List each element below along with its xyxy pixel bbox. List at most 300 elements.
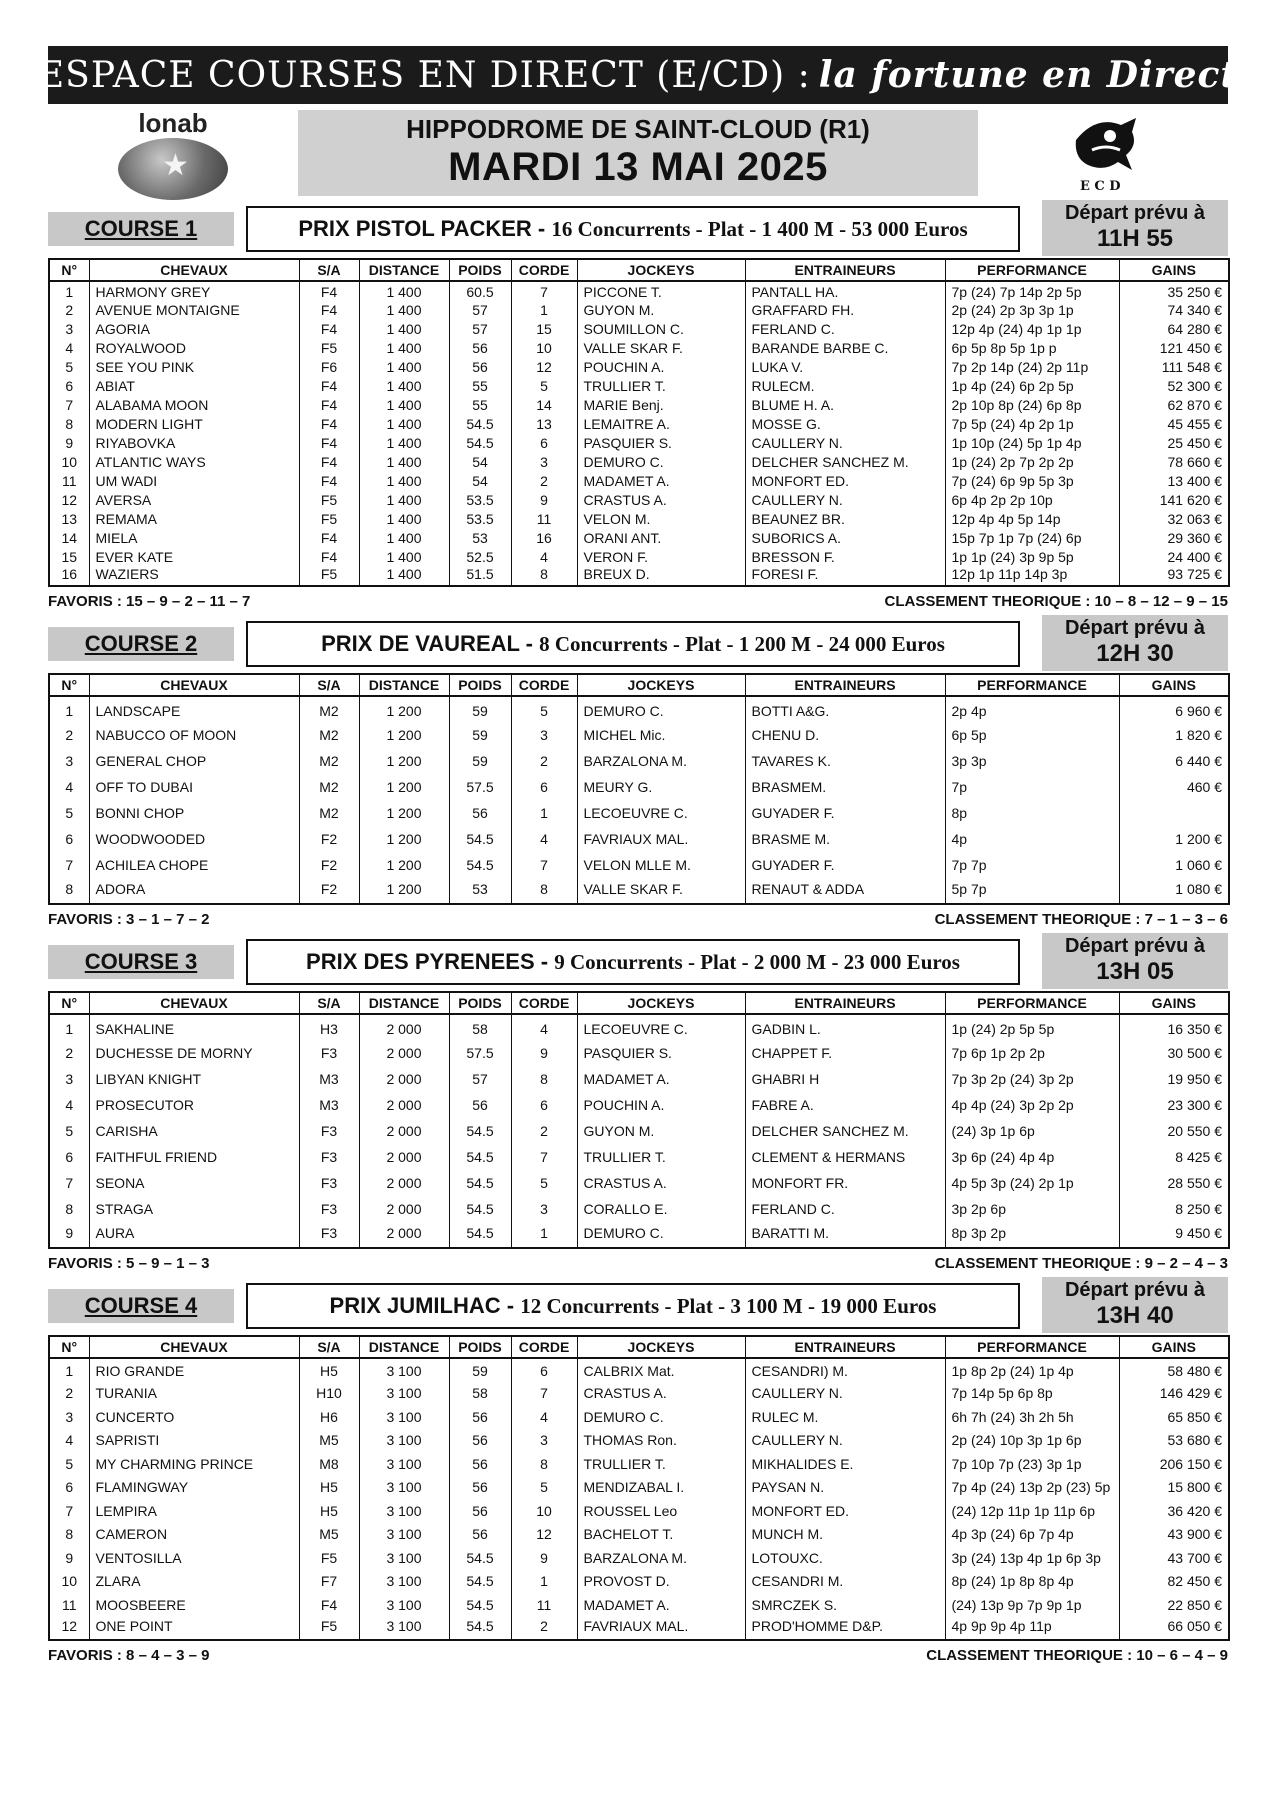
cell-num: 9 <box>49 433 89 452</box>
prix-name: PRIX DE VAUREAL - <box>321 631 540 656</box>
cell-trainer: BRASMEM. <box>745 774 945 800</box>
cell-weight: 55 <box>449 376 511 395</box>
cell-weight: 54.5 <box>449 1170 511 1196</box>
cell-performance: 7p 5p (24) 4p 2p 1p <box>945 414 1119 433</box>
races-container <box>48 200 1228 1669</box>
cell-trainer: PROD'HOMME D&P. <box>745 1617 945 1641</box>
cell-age-sex: F5 <box>299 509 359 528</box>
cell-distance: 1 200 <box>359 852 449 878</box>
cell-performance: 2p (24) 10p 3p 1p 6p <box>945 1429 1119 1453</box>
cell-earnings: 460 € <box>1119 774 1229 800</box>
venue-title: HIPPODROME DE SAINT-CLOUD (R1) <box>406 114 870 144</box>
cell-jockey: BARZALONA M. <box>577 748 745 774</box>
table-row <box>49 1092 1229 1118</box>
cell-draw: 11 <box>511 1593 577 1617</box>
cell-earnings: 29 360 € <box>1119 528 1229 547</box>
cell-jockey: BREUX D. <box>577 566 745 586</box>
cell-horse: AGORIA <box>89 319 299 338</box>
cell-jockey: GUYON M. <box>577 1118 745 1144</box>
cell-trainer: PANTALL HA. <box>745 281 945 300</box>
cell-num: 4 <box>49 1429 89 1453</box>
cell-horse: STRAGA <box>89 1196 299 1222</box>
cell-performance: 8p (24) 1p 8p 8p 4p <box>945 1570 1119 1594</box>
cell-num: 11 <box>49 471 89 490</box>
cell-distance: 3 100 <box>359 1617 449 1641</box>
cell-age-sex: F5 <box>299 1546 359 1570</box>
cell-weight: 56 <box>449 800 511 826</box>
column-header-weight: POIDS <box>449 1336 511 1358</box>
cell-distance: 3 100 <box>359 1405 449 1429</box>
cell-distance: 1 400 <box>359 490 449 509</box>
cell-earnings: 36 420 € <box>1119 1499 1229 1523</box>
cell-trainer: MONFORT ED. <box>745 471 945 490</box>
column-header-horse: CHEVAUX <box>89 1336 299 1358</box>
cell-earnings: 45 455 € <box>1119 414 1229 433</box>
cell-trainer: RULEC M. <box>745 1405 945 1429</box>
cell-trainer: BARATTI M. <box>745 1222 945 1248</box>
cell-weight: 54.5 <box>449 1196 511 1222</box>
course-label: COURSE 2 <box>48 627 234 661</box>
cell-performance: 8p <box>945 800 1119 826</box>
table-row <box>49 1014 1229 1040</box>
race-header <box>48 200 1228 258</box>
cell-jockey: VELON M. <box>577 509 745 528</box>
cell-age-sex: F5 <box>299 490 359 509</box>
column-header-distance: DISTANCE <box>359 259 449 281</box>
cell-draw: 2 <box>511 471 577 490</box>
cell-performance: 2p 10p 8p (24) 6p 8p <box>945 395 1119 414</box>
table-header-row <box>49 1336 1229 1358</box>
table-row <box>49 1222 1229 1248</box>
cell-performance: 7p (24) 7p 14p 2p 5p <box>945 281 1119 300</box>
cell-distance: 1 400 <box>359 471 449 490</box>
depart-time: 12H 30 <box>1096 640 1174 667</box>
cell-age-sex: M5 <box>299 1429 359 1453</box>
column-header-horse: CHEVAUX <box>89 674 299 696</box>
cell-horse: ADORA <box>89 878 299 904</box>
cell-draw: 6 <box>511 774 577 800</box>
cell-jockey: BACHELOT T. <box>577 1523 745 1547</box>
race-header <box>48 1277 1228 1335</box>
depart-label: Départ prévu à <box>1064 202 1206 224</box>
cell-horse: CARISHA <box>89 1118 299 1144</box>
cell-earnings: 25 450 € <box>1119 433 1229 452</box>
cell-earnings: 141 620 € <box>1119 490 1229 509</box>
cell-draw: 4 <box>511 547 577 566</box>
column-header-jockey: JOCKEYS <box>577 259 745 281</box>
cell-age-sex: M3 <box>299 1066 359 1092</box>
cell-weight: 56 <box>449 1523 511 1547</box>
cell-earnings: 1 060 € <box>1119 852 1229 878</box>
cell-num: 8 <box>49 1196 89 1222</box>
cell-draw: 9 <box>511 1546 577 1570</box>
cell-horse: UM WADI <box>89 471 299 490</box>
cell-trainer: FERLAND C. <box>745 1196 945 1222</box>
cell-earnings: 16 350 € <box>1119 1014 1229 1040</box>
depart-label: Départ prévu à <box>1064 1279 1206 1301</box>
column-header-earnings: GAINS <box>1119 1336 1229 1358</box>
venue-box <box>298 110 978 196</box>
table-row <box>49 826 1229 852</box>
cell-weight: 57 <box>449 319 511 338</box>
cell-jockey: PROVOST D. <box>577 1570 745 1594</box>
cell-jockey: LECOEUVRE C. <box>577 800 745 826</box>
cell-distance: 1 200 <box>359 826 449 852</box>
cell-age-sex: M2 <box>299 696 359 722</box>
cell-age-sex: F3 <box>299 1118 359 1144</box>
cell-draw: 1 <box>511 800 577 826</box>
column-header-weight: POIDS <box>449 259 511 281</box>
cell-horse: AVERSA <box>89 490 299 509</box>
column-header-trainer: ENTRAINEURS <box>745 259 945 281</box>
cell-age-sex: H5 <box>299 1499 359 1523</box>
cell-performance: 4p 4p (24) 3p 2p 2p <box>945 1092 1119 1118</box>
depart-time: 13H 40 <box>1096 1302 1174 1329</box>
table-row <box>49 1144 1229 1170</box>
cell-num: 3 <box>49 319 89 338</box>
column-header-draw: CORDE <box>511 1336 577 1358</box>
cell-horse: SEE YOU PINK <box>89 357 299 376</box>
cell-draw: 3 <box>511 722 577 748</box>
cell-draw: 7 <box>511 281 577 300</box>
table-row <box>49 528 1229 547</box>
cell-jockey: TRULLIER T. <box>577 376 745 395</box>
cell-jockey: DEMURO C. <box>577 452 745 471</box>
cell-num: 4 <box>49 1092 89 1118</box>
cell-jockey: THOMAS Ron. <box>577 1429 745 1453</box>
cell-age-sex: F6 <box>299 357 359 376</box>
cell-performance: 6p 4p 2p 2p 10p <box>945 490 1119 509</box>
depart-label: Départ prévu à <box>1064 617 1206 639</box>
cell-weight: 54.5 <box>449 433 511 452</box>
cell-trainer: MUNCH M. <box>745 1523 945 1547</box>
cell-horse: SEONA <box>89 1170 299 1196</box>
cell-trainer: CAULLERY N. <box>745 490 945 509</box>
prix-details: 16 Concurrents - Plat - 1 400 M - 53 000 Euros <box>551 217 968 241</box>
column-header-trainer: ENTRAINEURS <box>745 1336 945 1358</box>
banner <box>37 46 1239 104</box>
cell-distance: 3 100 <box>359 1570 449 1594</box>
cell-draw: 12 <box>511 1523 577 1547</box>
cell-num: 14 <box>49 528 89 547</box>
cell-trainer: CAULLERY N. <box>745 1382 945 1406</box>
cell-distance: 1 400 <box>359 376 449 395</box>
cell-horse: PROSECUTOR <box>89 1092 299 1118</box>
cell-draw: 5 <box>511 1170 577 1196</box>
cell-num: 7 <box>49 1499 89 1523</box>
cell-num: 5 <box>49 1452 89 1476</box>
cell-jockey: GUYON M. <box>577 300 745 319</box>
cell-draw: 3 <box>511 1429 577 1453</box>
table-row <box>49 1499 1229 1523</box>
cell-jockey: PASQUIER S. <box>577 433 745 452</box>
ecd-jockey-logo <box>1066 110 1146 196</box>
cell-num: 6 <box>49 826 89 852</box>
favoris: FAVORIS : 8 – 4 – 3 – 9 <box>48 1647 210 1664</box>
table-row <box>49 1170 1229 1196</box>
cell-earnings: 15 800 € <box>1119 1476 1229 1500</box>
column-header-earnings: GAINS <box>1119 674 1229 696</box>
classement-theorique: CLASSEMENT THEORIQUE : 10 – 8 – 12 – 9 – 15 <box>884 593 1228 610</box>
cell-performance: 7p 3p 2p (24) 3p 2p <box>945 1066 1119 1092</box>
cell-performance: 7p 7p <box>945 852 1119 878</box>
column-header-performance: PERFORMANCE <box>945 1336 1119 1358</box>
cell-jockey: FAVRIAUX MAL. <box>577 826 745 852</box>
cell-weight: 59 <box>449 748 511 774</box>
table-row <box>49 878 1229 904</box>
cell-weight: 58 <box>449 1014 511 1040</box>
cell-trainer: CESANDRI) M. <box>745 1358 945 1382</box>
cell-trainer: MOSSE G. <box>745 414 945 433</box>
cell-trainer: LUKA V. <box>745 357 945 376</box>
cell-trainer: BEAUNEZ BR. <box>745 509 945 528</box>
cell-trainer: SMRCZEK S. <box>745 1593 945 1617</box>
column-header-weight: POIDS <box>449 992 511 1014</box>
cell-horse: ACHILEA CHOPE <box>89 852 299 878</box>
table-row <box>49 1382 1229 1406</box>
cell-age-sex: F5 <box>299 566 359 586</box>
cell-performance: 1p 1p (24) 3p 9p 5p <box>945 547 1119 566</box>
favoris: FAVORIS : 5 – 9 – 1 – 3 <box>48 1255 210 1272</box>
table-row <box>49 748 1229 774</box>
table-row <box>49 800 1229 826</box>
cell-earnings: 30 500 € <box>1119 1040 1229 1066</box>
classement-theorique: CLASSEMENT THEORIQUE : 7 – 1 – 3 – 6 <box>934 911 1228 928</box>
cell-trainer: BOTTI A&G. <box>745 696 945 722</box>
cell-trainer: RENAUT & ADDA <box>745 878 945 904</box>
lonab-logo <box>118 108 228 202</box>
cell-earnings: 64 280 € <box>1119 319 1229 338</box>
cell-performance: 5p 7p <box>945 878 1119 904</box>
cell-num: 9 <box>49 1222 89 1248</box>
table-row <box>49 433 1229 452</box>
table-row <box>49 471 1229 490</box>
cell-trainer: FABRE A. <box>745 1092 945 1118</box>
cell-performance: 12p 4p 4p 5p 14p <box>945 509 1119 528</box>
cell-age-sex: F4 <box>299 471 359 490</box>
cell-earnings: 43 700 € <box>1119 1546 1229 1570</box>
cell-horse: RIO GRANDE <box>89 1358 299 1382</box>
cell-age-sex: F3 <box>299 1196 359 1222</box>
column-header-trainer: ENTRAINEURS <box>745 674 945 696</box>
cell-weight: 53.5 <box>449 490 511 509</box>
cell-age-sex: F4 <box>299 1593 359 1617</box>
cell-earnings: 9 450 € <box>1119 1222 1229 1248</box>
cell-num: 5 <box>49 1118 89 1144</box>
cell-horse: MOOSBEERE <box>89 1593 299 1617</box>
prix-name: PRIX DES PYRENEES - <box>306 949 555 974</box>
cell-draw: 1 <box>511 1222 577 1248</box>
cell-horse: LIBYAN KNIGHT <box>89 1066 299 1092</box>
column-header-distance: DISTANCE <box>359 1336 449 1358</box>
cell-draw: 9 <box>511 1040 577 1066</box>
cell-distance: 2 000 <box>359 1092 449 1118</box>
cell-weight: 56 <box>449 1429 511 1453</box>
table-row <box>49 1358 1229 1382</box>
column-header-horse: CHEVAUX <box>89 992 299 1014</box>
cell-distance: 2 000 <box>359 1066 449 1092</box>
cell-draw: 5 <box>511 696 577 722</box>
cell-num: 6 <box>49 376 89 395</box>
cell-age-sex: F4 <box>299 414 359 433</box>
cell-jockey: MICHEL Mic. <box>577 722 745 748</box>
column-header-num: N° <box>49 674 89 696</box>
cell-trainer: GUYADER F. <box>745 800 945 826</box>
table-row <box>49 414 1229 433</box>
cell-trainer: SUBORICS A. <box>745 528 945 547</box>
cell-jockey: MEURY G. <box>577 774 745 800</box>
cell-jockey: VALLE SKAR F. <box>577 338 745 357</box>
cell-earnings: 43 900 € <box>1119 1523 1229 1547</box>
cell-distance: 1 400 <box>359 452 449 471</box>
column-header-age-sex: S/A <box>299 259 359 281</box>
cell-earnings: 78 660 € <box>1119 452 1229 471</box>
cell-draw: 8 <box>511 1452 577 1476</box>
course-label: COURSE 1 <box>48 212 234 246</box>
cell-earnings: 121 450 € <box>1119 338 1229 357</box>
cell-distance: 1 200 <box>359 722 449 748</box>
cell-earnings: 206 150 € <box>1119 1452 1229 1476</box>
column-header-weight: POIDS <box>449 674 511 696</box>
cell-horse: MIELA <box>89 528 299 547</box>
cell-weight: 56 <box>449 1452 511 1476</box>
depart-box <box>1042 615 1228 671</box>
ecd-logo-text: E C D <box>1080 179 1121 194</box>
cell-distance: 1 400 <box>359 357 449 376</box>
cell-horse: ROYALWOOD <box>89 338 299 357</box>
cell-trainer: GUYADER F. <box>745 852 945 878</box>
table-row <box>49 696 1229 722</box>
cell-draw: 13 <box>511 414 577 433</box>
favoris: FAVORIS : 3 – 1 – 7 – 2 <box>48 911 210 928</box>
column-header-performance: PERFORMANCE <box>945 259 1119 281</box>
cell-horse: NABUCCO OF MOON <box>89 722 299 748</box>
cell-horse: ZLARA <box>89 1570 299 1594</box>
cell-draw: 2 <box>511 1118 577 1144</box>
column-header-earnings: GAINS <box>1119 259 1229 281</box>
cell-jockey: LECOEUVRE C. <box>577 1014 745 1040</box>
cell-trainer: TAVARES K. <box>745 748 945 774</box>
cell-performance: 4p 3p (24) 6p 7p 4p <box>945 1523 1119 1547</box>
table-row <box>49 852 1229 878</box>
depart-time: 13H 05 <box>1096 958 1174 985</box>
course-label: COURSE 4 <box>48 1289 234 1323</box>
cell-jockey: LEMAITRE A. <box>577 414 745 433</box>
table-row <box>49 1066 1229 1092</box>
cell-weight: 55 <box>449 395 511 414</box>
cell-jockey: MADAMET A. <box>577 1066 745 1092</box>
table-row <box>49 300 1229 319</box>
cell-draw: 1 <box>511 300 577 319</box>
cell-jockey: POUCHIN A. <box>577 357 745 376</box>
cell-num: 5 <box>49 357 89 376</box>
cell-performance: 4p 9p 9p 4p 11p <box>945 1617 1119 1641</box>
cell-age-sex: F4 <box>299 528 359 547</box>
cell-num: 1 <box>49 1358 89 1382</box>
cell-num: 6 <box>49 1144 89 1170</box>
cell-age-sex: F4 <box>299 376 359 395</box>
cell-earnings: 111 548 € <box>1119 357 1229 376</box>
cell-horse: MODERN LIGHT <box>89 414 299 433</box>
cell-weight: 56 <box>449 1405 511 1429</box>
cell-num: 8 <box>49 414 89 433</box>
cell-performance: 4p 5p 3p (24) 2p 1p <box>945 1170 1119 1196</box>
race-section <box>48 933 1228 1277</box>
cell-draw: 3 <box>511 452 577 471</box>
table-row <box>49 357 1229 376</box>
cell-age-sex: M2 <box>299 800 359 826</box>
depart-box <box>1042 1277 1228 1333</box>
table-row <box>49 722 1229 748</box>
cell-weight: 59 <box>449 696 511 722</box>
cell-distance: 1 200 <box>359 774 449 800</box>
cell-num: 15 <box>49 547 89 566</box>
cell-weight: 56 <box>449 1476 511 1500</box>
cell-draw: 6 <box>511 1092 577 1118</box>
cell-age-sex: F5 <box>299 1617 359 1641</box>
lonab-logo-text: lonab <box>138 108 208 138</box>
cell-distance: 1 400 <box>359 547 449 566</box>
cell-age-sex: F4 <box>299 547 359 566</box>
cell-draw: 8 <box>511 878 577 904</box>
cell-jockey: CRASTUS A. <box>577 1170 745 1196</box>
cell-weight: 54.5 <box>449 852 511 878</box>
cell-num: 5 <box>49 800 89 826</box>
table-row <box>49 1570 1229 1594</box>
cell-draw: 9 <box>511 490 577 509</box>
cell-horse: OFF TO DUBAI <box>89 774 299 800</box>
cell-weight: 54 <box>449 471 511 490</box>
cell-draw: 5 <box>511 1476 577 1500</box>
cell-earnings <box>1119 800 1229 826</box>
cell-performance: 15p 7p 1p 7p (24) 6p <box>945 528 1119 547</box>
cell-draw: 4 <box>511 826 577 852</box>
column-header-horse: CHEVAUX <box>89 259 299 281</box>
cell-weight: 56 <box>449 1092 511 1118</box>
cell-performance: 1p (24) 2p 5p 5p <box>945 1014 1119 1040</box>
cell-draw: 8 <box>511 1066 577 1092</box>
cell-draw: 3 <box>511 1196 577 1222</box>
cell-draw: 7 <box>511 1382 577 1406</box>
cell-jockey: VELON MLLE M. <box>577 852 745 878</box>
table-row <box>49 395 1229 414</box>
cell-num: 1 <box>49 1014 89 1040</box>
cell-performance: 4p <box>945 826 1119 852</box>
race-footer <box>48 587 1228 615</box>
cell-horse: REMAMA <box>89 509 299 528</box>
cell-distance: 3 100 <box>359 1523 449 1547</box>
cell-weight: 53.5 <box>449 509 511 528</box>
cell-trainer: PAYSAN N. <box>745 1476 945 1500</box>
race-section <box>48 1277 1228 1669</box>
cell-distance: 2 000 <box>359 1196 449 1222</box>
cell-age-sex: M8 <box>299 1452 359 1476</box>
cell-performance: 1p 4p (24) 6p 2p 5p <box>945 376 1119 395</box>
cell-num: 7 <box>49 852 89 878</box>
cell-num: 13 <box>49 509 89 528</box>
cell-performance: 7p 2p 14p (24) 2p 11p <box>945 357 1119 376</box>
cell-horse: RIYABOVKA <box>89 433 299 452</box>
cell-trainer: FORESI F. <box>745 566 945 586</box>
cell-trainer: CLEMENT & HERMANS <box>745 1144 945 1170</box>
cell-jockey: CRASTUS A. <box>577 1382 745 1406</box>
cell-draw: 16 <box>511 528 577 547</box>
column-header-jockey: JOCKEYS <box>577 1336 745 1358</box>
prix-details: 12 Concurrents - Plat - 3 100 M - 19 000 Euros <box>520 1294 937 1318</box>
cell-distance: 1 400 <box>359 300 449 319</box>
table-row <box>49 1118 1229 1144</box>
cell-jockey: MENDIZABAL I. <box>577 1476 745 1500</box>
